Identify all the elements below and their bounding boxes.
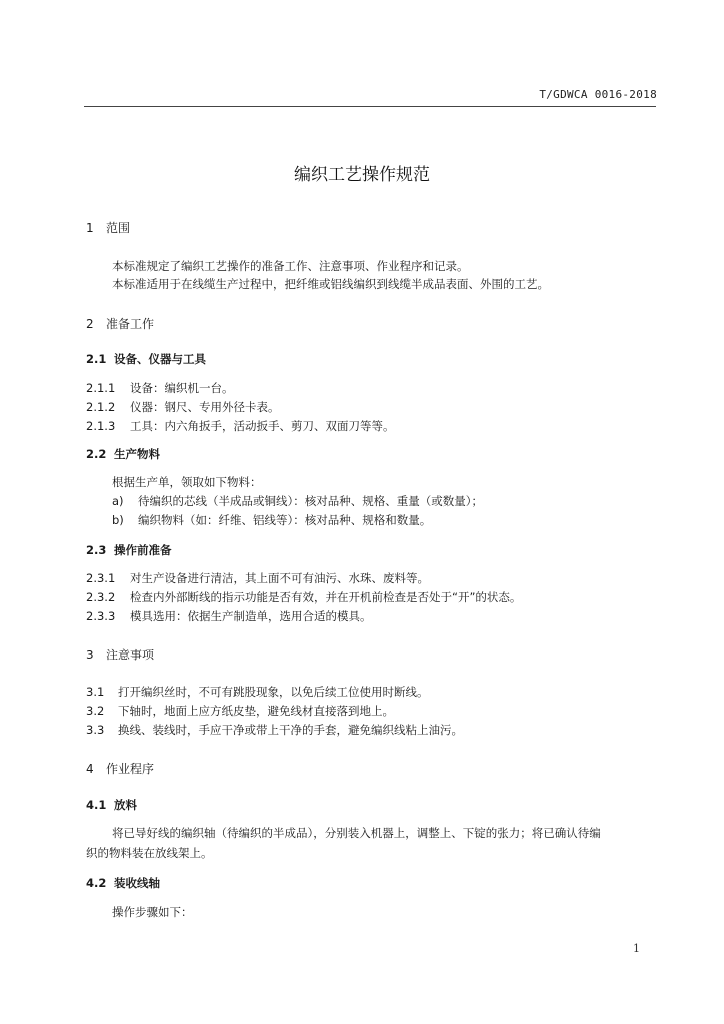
clause-text: 设备：编织机一台。 xyxy=(130,381,234,395)
paragraph: 操作步骤如下： xyxy=(112,905,193,919)
clause-text: 换线、装线时，手应干净或带上干净的手套，避免编织线粘上油污。 xyxy=(118,723,463,737)
clause-number: 2.3.3 xyxy=(86,609,116,623)
section-number: 1 xyxy=(86,221,94,235)
clause-text: 模具选用：依据生产制造单，选用合适的模具。 xyxy=(130,609,372,623)
section-title: 准备工作 xyxy=(106,317,155,331)
section-2-1-heading xyxy=(86,351,206,367)
clause-number: 3.2 xyxy=(86,704,105,718)
list-text: 编织物料（如：纤维、铝线等）：核对品种、规格和数量。 xyxy=(138,513,432,527)
clause-2-3-3 xyxy=(86,608,372,624)
section-number: 2.2 xyxy=(86,447,107,461)
section-title: 操作前准备 xyxy=(114,543,172,557)
clause-number: 2.1.1 xyxy=(86,381,116,395)
paragraph: 将已导好线的编织轴（待编织的半成品），分别装入机器上，调整上、下锭的张力；将已确认待编 xyxy=(112,826,601,840)
list-text: 待编织的芯线（半成品或铜线）：核对品种、规格、重量（或数量）； xyxy=(138,494,483,508)
clause-2-1-1 xyxy=(86,380,234,396)
section-3-heading xyxy=(86,647,154,663)
clause-3-1 xyxy=(86,684,429,700)
clause-3-3 xyxy=(86,722,463,738)
clause-text: 打开编织丝时，不可有跳股现象，以免后续工位使用时断线。 xyxy=(118,685,429,699)
section-title: 装收线轴 xyxy=(114,876,160,890)
clause-3-2 xyxy=(86,703,394,719)
document-code: T/GDWCA 0016-2018 xyxy=(539,88,657,101)
section-title: 生产物料 xyxy=(114,447,160,461)
clause-2-1-3 xyxy=(86,418,395,434)
clause-text: 对生产设备进行清洁，其上面不可有油污、水珠、废料等。 xyxy=(130,571,429,585)
list-marker: a) xyxy=(112,494,124,508)
document-title: 编织工艺操作规范 xyxy=(294,165,430,185)
section-title: 作业程序 xyxy=(106,762,155,776)
section-title: 设备、仪器与工具 xyxy=(114,352,206,366)
paragraph: 本标准规定了编织工艺操作的准备工作、注意事项、作业程序和记录。 xyxy=(112,259,469,273)
section-number: 2.3 xyxy=(86,543,107,557)
clause-2-3-2 xyxy=(86,589,521,605)
section-2-heading xyxy=(86,316,154,332)
section-number: 4.1 xyxy=(86,798,107,812)
section-number: 2.1 xyxy=(86,352,107,366)
header-rule xyxy=(84,106,656,107)
section-4-2-heading xyxy=(86,875,160,891)
section-title: 放料 xyxy=(114,798,137,812)
clause-number: 2.3.2 xyxy=(86,590,116,604)
section-number: 3 xyxy=(86,648,94,662)
list-marker: b) xyxy=(112,513,124,527)
clause-2-1-2 xyxy=(86,399,280,415)
clause-text: 下轴时，地面上应方纸皮垫，避免线材直接落到地上。 xyxy=(118,704,394,718)
clause-number: 3.3 xyxy=(86,723,105,737)
section-number: 4 xyxy=(86,762,94,776)
clause-2-3-1 xyxy=(86,570,429,586)
clause-number: 3.1 xyxy=(86,685,105,699)
clause-number: 2.1.2 xyxy=(86,400,116,414)
paragraph-continuation: 织的物料装在放线架上。 xyxy=(86,846,213,860)
section-number: 4.2 xyxy=(86,876,107,890)
clause-number: 2.3.1 xyxy=(86,571,116,585)
paragraph: 本标准适用于在线缆生产过程中，把纤维或铝线编织到线缆半成品表面、外围的工艺。 xyxy=(112,277,549,291)
section-number: 2 xyxy=(86,317,94,331)
section-4-1-heading xyxy=(86,797,137,813)
section-2-2-heading xyxy=(86,446,160,462)
clause-text: 工具：内六角扳手，活动扳手、剪刀、双面刀等等。 xyxy=(130,419,395,433)
section-2-3-heading xyxy=(86,542,172,558)
paragraph: 根据生产单，领取如下物料： xyxy=(112,475,262,489)
clause-text: 仪器：钢尺、专用外径卡表。 xyxy=(130,400,280,414)
section-1-heading xyxy=(86,220,130,236)
list-item-b xyxy=(112,512,431,528)
section-title: 注意事项 xyxy=(106,648,155,662)
section-4-heading xyxy=(86,761,154,777)
section-title: 范围 xyxy=(106,221,131,235)
list-item-a xyxy=(112,493,483,509)
page-number: 1 xyxy=(633,942,640,955)
clause-number: 2.1.3 xyxy=(86,419,116,433)
clause-text: 检查内外部断线的指示功能是否有效，并在开机前检查是否处于“开”的状态。 xyxy=(130,590,522,604)
